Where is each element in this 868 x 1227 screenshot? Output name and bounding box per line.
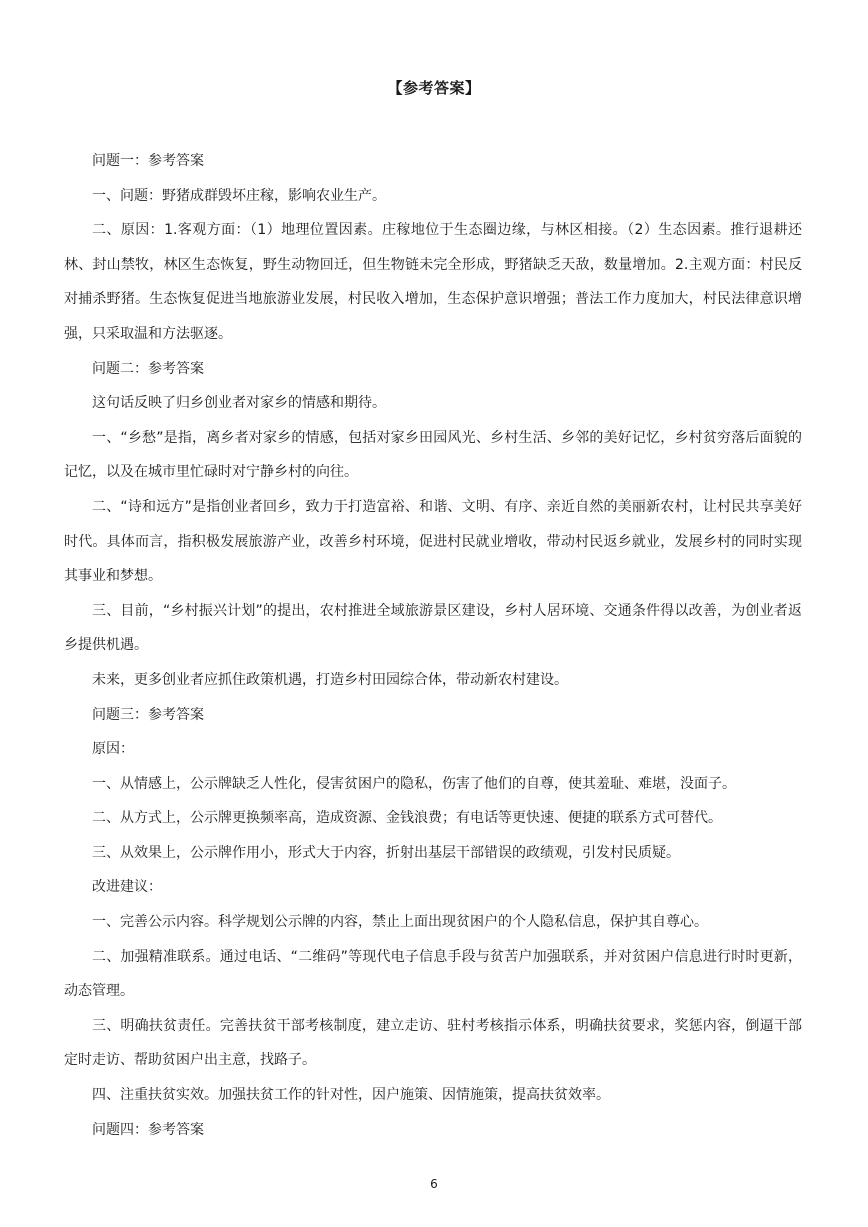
paragraph: 二、“诗和远方”是指创业者回乡，致力于打造富裕、和谐、文明、有序、亲近自然的美丽新农村，让村民共享美好时代。具体而言，指积极发展旅游产业，改善乡村环境，促进村民就业增收，带动村民返乡就业，发展乡村的同时实现其事业和梦想。 <box>64 498 802 585</box>
paragraph: 一、“乡愁”是指，离乡者对家乡的情感，包括对家乡田园风光、乡村生活、乡邻的美好记忆，乡村贫穷落后面貌的记忆，以及在城市里忙碌时对宁静乡村的向往。 <box>64 429 802 481</box>
paragraph: 二、从方式上，公示牌更换频率高，造成资源、金钱浪费；有电话等更快速、便捷的联系方式可替代。 <box>92 810 722 827</box>
paragraph: 这句话反映了归乡创业者对家乡的情感和期待。 <box>92 395 386 412</box>
paragraph: 一、从情感上，公示牌缺乏人性化，侵害贫困户的隐私，伤害了他们的自尊，使其羞耻、难堪，没面子。 <box>92 775 736 792</box>
paragraph: 未来，更多创业者应抓住政策机遇，打造乡村田园综合体，带动新农村建设。 <box>92 671 568 688</box>
paragraph: 三、从效果上，公示牌作用小，形式大于内容，折射出基层干部错误的政绩观，引发村民质疑。 <box>92 844 680 861</box>
paragraph: 三、目前，“乡村振兴计划”的提出，农村推进全域旅游景区建设，乡村人居环境、交通条件得以改善，为创业者返乡提供机遇。 <box>64 602 802 654</box>
answer-body <box>64 144 802 1147</box>
paragraph: 四、注重扶贫实效。加强扶贫工作的针对性，因户施策、因情施策，提高扶贫效率。 <box>92 1087 610 1104</box>
paragraph: 改进建议： <box>92 879 162 896</box>
paragraph: 原因： <box>92 741 134 758</box>
paragraph: 问题三：参考答案 <box>92 706 204 723</box>
page-number: 6 <box>430 1177 438 1191</box>
paragraph: 一、问题：野猪成群毁坏庄稼，影响农业生产。 <box>92 187 386 204</box>
paragraph: 问题四：参考答案 <box>92 1121 204 1138</box>
paragraph: 一、完善公示内容。科学规划公示牌的内容，禁止上面出现贫困户的个人隐私信息，保护其自尊心。 <box>92 914 708 931</box>
page-title: 【参考答案】 <box>387 79 481 97</box>
paragraph: 二、加强精准联系。通过电话、“二维码”等现代电子信息手段与贫苦户加强联系，并对贫困户信息进行时时更新，动态管理。 <box>64 948 802 1000</box>
paragraph: 二、原因：1.客观方面：（1）地理位置因素。庄稼地位于生态圈边缘，与林区相接。（2）生态因素。推行退耕还林、封山禁牧，林区生态恢复，野生动物回迁，但生物链未完全形成，野猪缺乏天敌，数量增加。2.主观方面：村民反对捕杀野猪。生态恢复促进当地旅游业发展，村民收入增加，生态保护意识增强；普法工作力度加大，村民法律意识增强，只采取温和方法驱逐。 <box>64 222 802 342</box>
paragraph: 三、明确扶贫责任。完善扶贫干部考核制度，建立走访、驻村考核指示体系，明确扶贫要求，奖惩内容，倒逼干部定时走访、帮助贫困户出主意，找路子。 <box>64 1017 802 1069</box>
paragraph: 问题二：参考答案 <box>92 360 204 377</box>
paragraph: 问题一：参考答案 <box>92 153 204 169</box>
